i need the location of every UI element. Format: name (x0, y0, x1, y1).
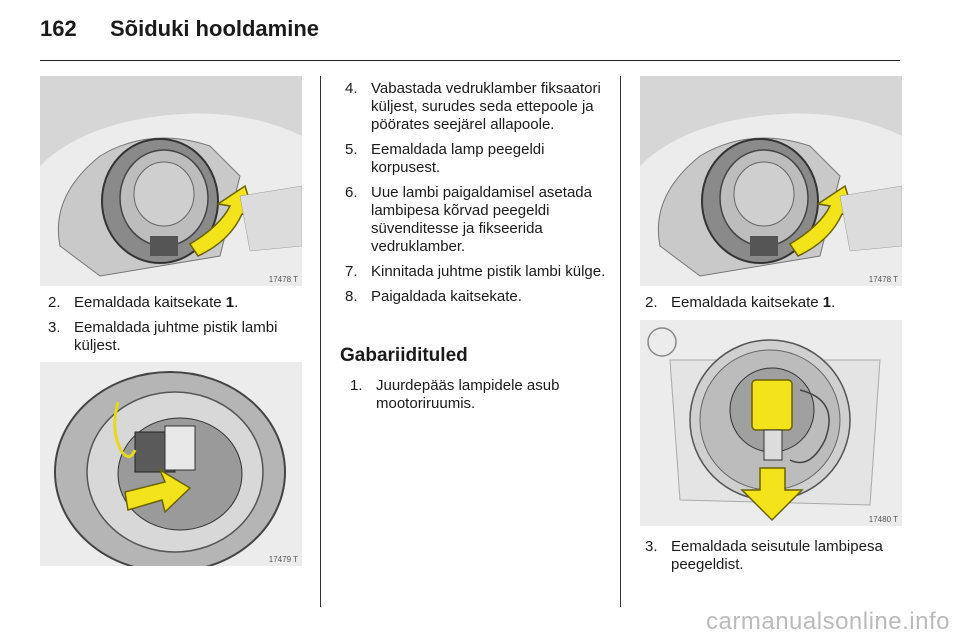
column-divider-1 (320, 76, 321, 607)
section-heading: Gabariidituled (340, 345, 468, 366)
step-text: Vabastada vedruklamber fiksaatori küljest, surudes seda ettepoole ja pöörates seejärel allapoole. (371, 80, 601, 133)
step-number: 6. (345, 184, 358, 201)
list-item (345, 184, 607, 256)
list-item (645, 294, 907, 312)
step-text: Eemaldada kaitsekate (74, 294, 226, 311)
watermark: carmanualsonline.info (706, 608, 950, 635)
col2-steps (345, 80, 607, 313)
page-header (40, 16, 319, 46)
col3-step-2 (645, 294, 907, 319)
step-text: Kinnitada juhtme pistik lambi külge. (371, 263, 606, 280)
step-number: 7. (345, 263, 358, 280)
step-number: 2. (48, 294, 61, 311)
header-rule (40, 60, 900, 61)
step-end: . (831, 294, 836, 311)
step-number: 5. (345, 141, 358, 158)
list-item (345, 80, 607, 134)
step-number: 3. (645, 538, 658, 555)
list-item (345, 288, 607, 306)
list-item (350, 377, 600, 413)
step-text: Eemaldada seisutule lambipesa peegeldist. (671, 538, 883, 573)
page-number: 162 (40, 16, 77, 41)
figure-code: 17478 T (868, 275, 898, 284)
step-ref: 1 (225, 294, 235, 311)
figure-code: 17480 T (868, 515, 898, 524)
list-item (645, 538, 907, 574)
column-divider-2 (620, 76, 621, 607)
list-item (48, 319, 310, 355)
step-text: Juurdepääs lampidele asub mootoriruumis. (376, 377, 560, 412)
list-item (48, 294, 310, 312)
figure-connector (40, 362, 302, 566)
list-item (345, 141, 607, 177)
step-number: 3. (48, 319, 61, 336)
list-item (345, 263, 607, 281)
step-number: 1. (350, 377, 363, 394)
figure-headlamp-cover (40, 76, 302, 286)
col2-sub-steps (350, 377, 600, 420)
figure-parking-lamp (640, 320, 902, 526)
step-end: . (234, 294, 239, 311)
step-ref: 1 (822, 294, 832, 311)
figure-code: 17478 T (268, 275, 298, 284)
page-title: Sõiduki hooldamine (110, 16, 320, 41)
step-number: 4. (345, 80, 358, 97)
step-text: Eemaldada juhtme pistik lambi küljest. (74, 319, 278, 354)
figure-headlamp-cover-2 (640, 76, 902, 286)
step-number: 2. (645, 294, 658, 311)
step-text: Uue lambi paigaldamisel asetada lambipesa kõrvad peegeldi süvenditesse ja fikseerida vedruklamber. (371, 184, 592, 255)
step-text: Eemaldada lamp peegeldi korpusest. (371, 141, 545, 176)
figure-code: 17479 T (268, 555, 298, 564)
step-text: Eemaldada kaitsekate (671, 294, 823, 311)
step-number: 8. (345, 288, 358, 305)
step-text: Paigaldada kaitsekate. (371, 288, 522, 305)
col1-steps (48, 294, 310, 362)
col3-step-3 (645, 538, 907, 581)
